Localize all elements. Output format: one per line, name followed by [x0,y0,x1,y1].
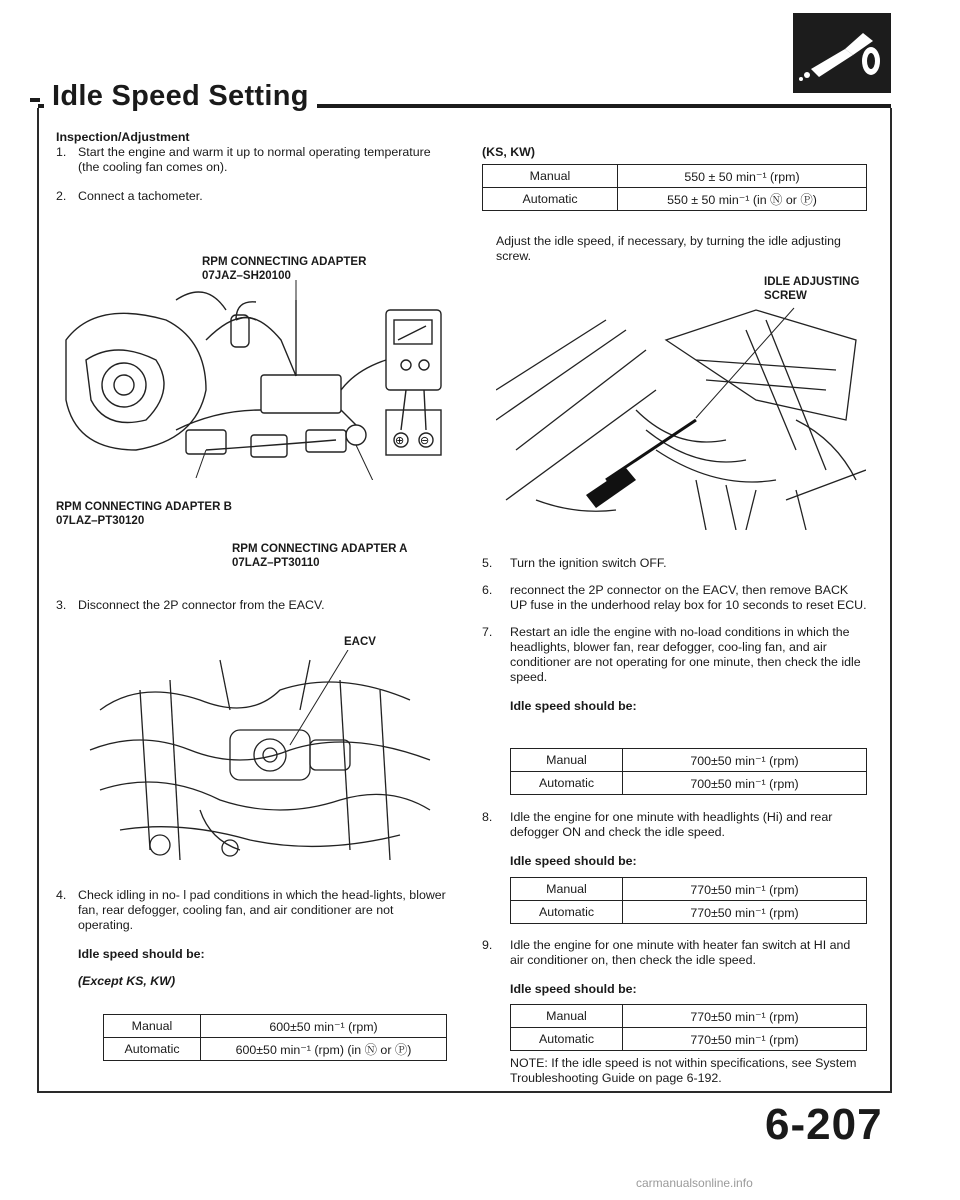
step-number: 6. [482,583,493,597]
table-cell-label: Manual [511,749,623,772]
step-6 [482,583,867,613]
idle-spec-table-except-ks [103,1014,447,1061]
page-number: 6-207 [765,1100,883,1149]
table-row [483,165,867,188]
step-4 [56,888,448,933]
step-text: Restart an idle the engine with no-load conditions in which the headlights, blower fan, rear defogger, coo-ling fan, and air conditioner are not operating for one minute, then check the idle speed. [510,625,861,684]
table-cell-value: 770±50 min⁻¹ (rpm) [623,901,867,924]
adapter-label: RPM CONNECTING ADAPTER 07JAZ–SH20100 [202,256,367,282]
idle-spec-table-step7 [510,748,867,795]
note-text: NOTE: If the idle speed is not within specifications, see System Troubleshooting Guide on page 6-192. [510,1056,857,1085]
table-cell-value: 770±50 min⁻¹ (rpm) [623,878,867,901]
step-9-block [482,938,867,997]
table-cell-value: 770±50 min⁻¹ (rpm) [623,1028,867,1051]
step-4-block [56,888,448,989]
step-3-block [56,598,448,613]
table-cell-label: Automatic [511,1028,623,1051]
table-cell-value: 550 ± 50 min⁻¹ (rpm) [618,165,867,188]
section-heading: Inspection/Adjustment [56,130,190,144]
table-row [511,1028,867,1051]
step-1 [56,145,448,175]
step-number: 8. [482,810,493,824]
idle-screw-illustration [496,300,866,530]
idle-screw-label: IDLE ADJUSTING SCREW [764,276,860,302]
table-row [511,901,867,924]
tachometer-figure [56,250,456,540]
table-row [511,1005,867,1028]
right-steps [482,556,867,714]
adjust-text: Adjust the idle speed, if necessary, by turning the idle adjusting screw. [496,234,841,263]
battery-plus: ⊕ [395,435,405,447]
step-text: Turn the ignition switch OFF. [510,556,667,570]
table-cell-label: Manual [483,165,618,188]
table-cell-label: Automatic [511,901,623,924]
table-cell-value: 700±50 min⁻¹ (rpm) [623,749,867,772]
table-row [511,878,867,901]
table-row [483,188,867,211]
eacv-label: EACV [344,636,376,648]
title-rule-tick [30,98,40,102]
tachometer-illustration [56,280,456,480]
step-text: Disconnect the 2P connector from the EACV. [78,598,325,612]
step-3 [56,598,448,613]
step-8-block [482,810,867,869]
table-row [511,772,867,795]
left-column [56,130,448,204]
table-cell-label: Automatic [104,1038,201,1061]
table-cell-value: 600±50 min⁻¹ (rpm) [201,1015,447,1038]
adapter-b-label: RPM CONNECTING ADAPTER B 07LAZ–PT30120 [56,501,232,527]
step-number: 2. [56,189,67,203]
table-cell-label: Manual [104,1015,201,1038]
step-8 [482,810,867,840]
step-number: 9. [482,938,493,952]
step-text: reconnect the 2P connector on the EACV, then remove BACK UP fuse in the underhood relay box for 10 seconds to reset ECU. [510,583,867,612]
battery-minus: ⊖ [420,435,430,447]
eacv-illustration [80,650,450,870]
table-row [104,1038,447,1061]
step-number: 1. [56,145,67,159]
step-text: Start the engine and warm it up to normal operating temperature (the cooling fan comes on). [78,145,431,174]
ks-kw-label: (KS, KW) [482,145,535,159]
table-row [511,749,867,772]
section-tab-icon [793,13,891,93]
idle-speed-label: Idle speed should be: [78,947,205,961]
idle-speed-label: Idle speed should be: [510,854,637,868]
except-ks-kw-label: (Except KS, KW) [78,974,176,988]
idle-spec-table-ks [482,164,867,211]
table-row [104,1015,447,1038]
step-text: Check idling in no- l pad conditions in which the head-lights, blower fan, rear defogger, cooling fan, and air conditioner are not operating. [78,888,446,932]
step-number: 4. [56,888,67,902]
step-2 [56,189,448,204]
step-5 [482,556,867,571]
step-text: Idle the engine for one minute with headlights (Hi) and rear defogger ON and check the idle speed. [510,810,833,839]
watermark: carmanualsonline.info [636,1176,753,1190]
step-number: 7. [482,625,493,639]
idle-speed-label: Idle speed should be: [510,699,637,713]
table-cell-label: Manual [511,878,623,901]
table-cell-label: Automatic [511,772,623,795]
idle-spec-table-step9 [510,1004,867,1051]
table-cell-value: 550 ± 50 min⁻¹ (in Ⓝ or Ⓟ) [618,188,867,211]
table-cell-label: Manual [511,1005,623,1028]
step-7 [482,625,867,685]
step-9 [482,938,867,968]
table-cell-value: 770±50 min⁻¹ (rpm) [623,1005,867,1028]
step-text: Idle the engine for one minute with heater fan switch at HI and air conditioner on, then check the idle speed. [510,938,851,967]
step-number: 3. [56,598,67,612]
step-text: Connect a tachometer. [78,189,203,203]
idle-spec-table-step8 [510,877,867,924]
page-title: Idle Speed Setting [44,80,317,113]
idle-speed-label: Idle speed should be: [510,982,637,996]
adapter-a-label: RPM CONNECTING ADAPTER A 07LAZ–PT30110 [232,543,408,569]
table-cell-value: 700±50 min⁻¹ (rpm) [623,772,867,795]
table-cell-label: Automatic [483,188,618,211]
step-number: 5. [482,556,493,570]
table-cell-value: 600±50 min⁻¹ (rpm) (in Ⓝ or Ⓟ) [201,1038,447,1061]
